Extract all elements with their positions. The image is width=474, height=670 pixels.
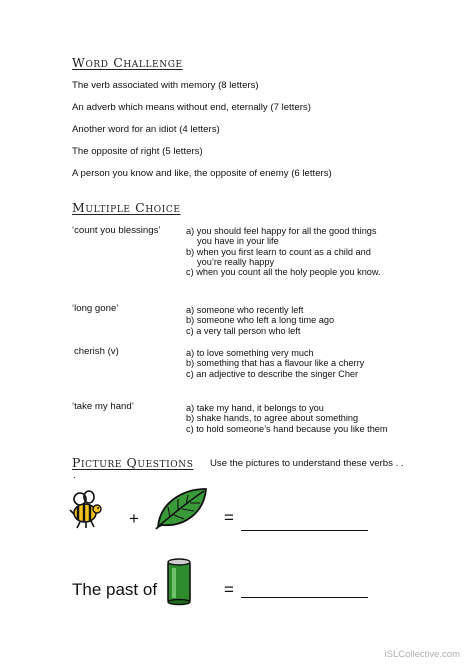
word-challenge-item: Another word for an idiot (4 letters)	[72, 124, 220, 135]
answer-line: b) something that has a flavour like a cherry	[186, 358, 365, 369]
answer-line: c) an adjective to describe the singer Cher	[186, 368, 359, 379]
leaf-icon	[152, 485, 210, 531]
leaf-icon-graphic	[152, 485, 210, 531]
word-challenge-item: An adverb which means without end, eternally (7 letters)	[72, 102, 311, 113]
stray-dot: .	[73, 470, 76, 481]
question-prompt: cherish (v)	[74, 346, 119, 357]
picture-questions-instruction: Use the pictures to understand these verbs . .	[210, 458, 404, 469]
answer-blank-1[interactable]	[241, 530, 368, 531]
answer-line: a) to love something very much	[186, 348, 314, 358]
answer-line: b) someone who left a long time ago	[186, 315, 335, 326]
watermark: iSLCollective.com	[384, 649, 460, 660]
bee-icon	[66, 490, 106, 530]
answer-block	[186, 305, 334, 336]
soda-can-icon-graphic	[166, 556, 192, 606]
answer-line: b) when you first learn to count as a child and	[186, 246, 371, 257]
question-prompt: ‘take my hand’	[72, 401, 134, 412]
answer-line: you’re really happy	[197, 256, 275, 267]
word-challenge-item: The verb associated with memory (8 letters)	[72, 80, 259, 91]
answer-line: you have in your life	[197, 236, 279, 247]
answer-blank-2[interactable]	[241, 597, 368, 598]
answer-line: a) someone who recently left	[186, 305, 304, 315]
bee-icon-graphic	[66, 490, 106, 530]
word-challenge-heading: Word Challenge	[72, 55, 183, 70]
word-challenge-item: The opposite of right (5 letters)	[72, 146, 203, 157]
answer-line: c) when you count all the holy people you know.	[186, 267, 381, 278]
plus-sign: +	[129, 509, 139, 528]
equals-sign: =	[224, 580, 234, 599]
answer-block	[186, 226, 381, 277]
equals-sign: =	[224, 508, 234, 527]
answer-block	[186, 348, 364, 379]
word-challenge-item: A person you know and like, the opposite of enemy (6 letters)	[72, 168, 332, 179]
multiple-choice-heading: Multiple Choice	[72, 200, 181, 215]
answer-block	[186, 403, 388, 434]
answer-line: a) you should feel happy for all the good things	[186, 226, 377, 236]
answer-line: c) to hold someone’s hand because you like them	[186, 423, 388, 434]
answer-line: c) a very tall person who left	[186, 325, 301, 336]
past-of-label: The past of	[72, 580, 158, 599]
soda-can-icon	[166, 556, 192, 606]
answer-line: b) shake hands, to agree about something	[186, 413, 359, 424]
answer-line: a) take my hand, it belongs to you	[186, 403, 324, 413]
question-prompt: ‘count you blessings’	[72, 225, 161, 236]
question-prompt: ‘long gone’	[72, 303, 119, 314]
picture-questions-heading: Picture Questions	[72, 455, 194, 470]
